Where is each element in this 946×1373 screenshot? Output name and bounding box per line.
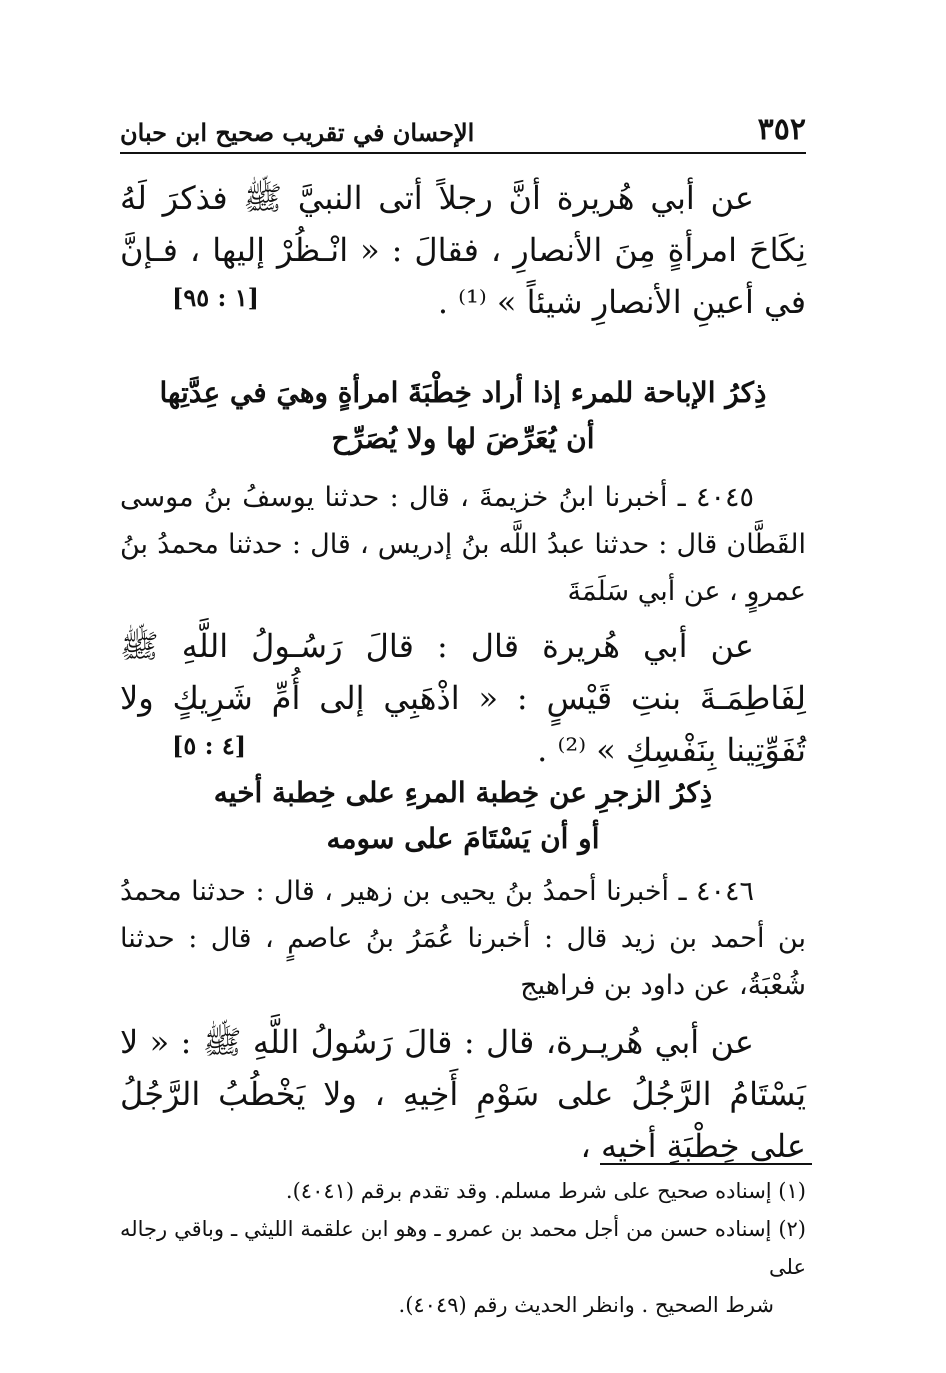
matn-text: عن أبي هُريرة قال : قالَ رَسُـولُ اللَّهِ ﷺ لِفَاطِمَـةَ بنتِ قَيْسٍ : « اذْهَبِي إلى أُمِّ شَرِيكٍ ولا تُفَوِّتِينا بِنَفْسِكِ » ⁽²⁾ . — [120, 627, 806, 769]
heading-line: أن يُعَرِّضَ لها ولا يُصَرِّح — [331, 422, 595, 455]
matn-text: عن أبي هُريرة أنَّ رجلاً أتى النبيَّ ﷺ فذكرَ لَهُ نِكَاحَ امرأةٍ مِنَ الأنصارِ ، فقالَ : « انْـظُرْ إليها ، فـإنَّ في أعينِ الأنصارِ شيئاً » ⁽¹⁾ . — [120, 179, 806, 321]
footnote-2: (٢) إسناده حسن من أجل محمد بن عمرو ـ وهو ابن علقمة الليثي ـ وباقي رجاله على — [120, 1217, 806, 1279]
reference-tag: [١ : ٩٥] — [172, 283, 259, 312]
chapter-heading-2 — [120, 770, 806, 862]
reference-tag: [٤ : ٥] — [172, 731, 247, 760]
heading-line: ذِكرُ الإباحة للمرء إذا أراد خِطْبَةَ امرأةٍ وهيَ في عِدَّتِها — [159, 376, 767, 409]
hadith-4045-matn — [120, 620, 806, 776]
running-title: الإحسان في تقريب صحيح ابن حبان — [120, 118, 475, 147]
footnote-2-continued: شرط الصحيح . وانظر الحديث رقم (٤٠٤٩). — [398, 1293, 774, 1317]
hadith-4045-isnad — [120, 474, 806, 615]
footnote-1: (١) إسناده صحيح على شرط مسلم. وقد تقدم برقم (٤٠٤١). — [285, 1179, 806, 1203]
chapter-heading-1 — [120, 370, 806, 462]
heading-line: أو أن يَسْتَامَ على سومه — [326, 822, 600, 855]
footnotes — [120, 1172, 806, 1324]
hadith-4046-matn — [120, 1016, 806, 1172]
page-header — [120, 112, 806, 150]
page-number: ٣٥٢ — [757, 112, 806, 147]
isnad-text: ٤٠٤٦ ـ أخبرنا أحمدُ بنُ يحيى بن زهير ، قال : حدثنا محمدُ بن أحمد بن زيد قال : أخبرنا عُمَرُ بنُ عاصمٍ ، قال : حدثنا شُعْبَةُ، عن داود بن فراهيج — [120, 876, 806, 1001]
matn-text: عن أبي هُريـرة، قال : قالَ رَسُولُ اللَّهِ ﷺ : « لا يَسْتَامُ الرَّجُلُ على سَوْمِ أَخِيهِ ، ولا يَخْطُبُ الرَّجُلُ على خِطْبَةِ أخيه ، — [120, 1023, 806, 1165]
hadith-4046-isnad — [120, 868, 806, 1009]
isnad-text: ٤٠٤٥ ـ أخبرنا ابنُ خزيمةَ ، قال : حدثنا يوسفُ بنُ موسى القَطَّان قال : حدثنا عبدُ اللَّه بنُ إدريس ، قال : حدثنا محمدُ بنُ عمروٍ ، عن أبي سَلَمَةَ — [120, 482, 806, 607]
footnote-rule — [600, 1163, 812, 1165]
hadith-matn-prev — [120, 172, 806, 328]
heading-line: ذِكرُ الزجرِ عن خِطبة المرءِ على خِطبة أخيه — [213, 776, 713, 809]
header-rule — [120, 152, 806, 154]
